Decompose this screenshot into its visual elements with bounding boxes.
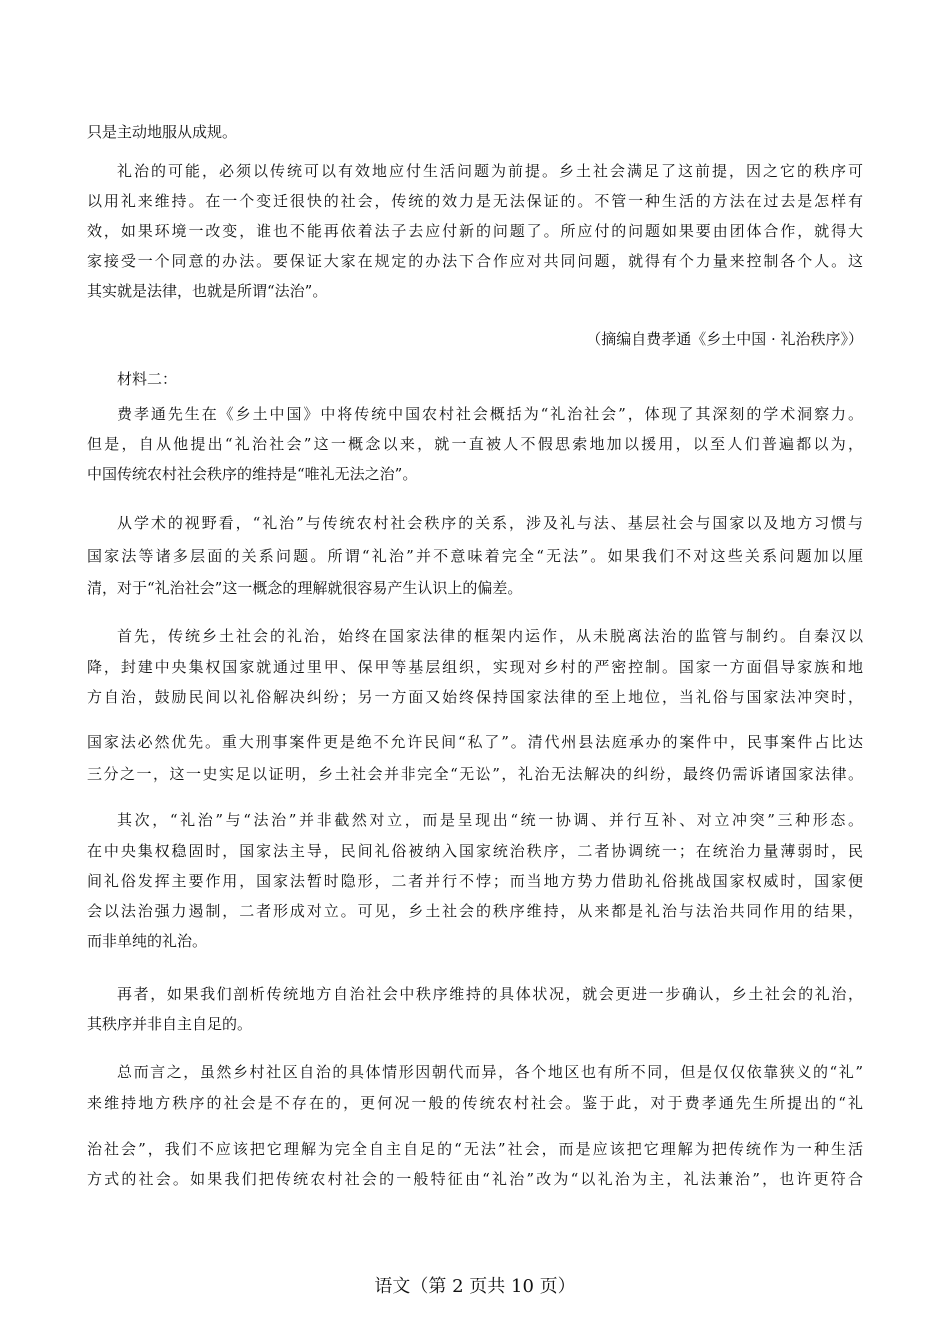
paragraph-line: 会以法治强力遏制，二者形成对立。可见，乡土社会的秩序维持，从来都是礼治与法治共同作用的结果， — [87, 902, 863, 920]
paragraph-line: 三分之一，这一史实足以证明，乡土社会并非完全“无讼”，礼治无法解决的纠纷，最终仍需诉诸国家法律。 — [87, 765, 863, 783]
paragraph-line: 再者，如果我们剖析传统地方自治社会中秩序维持的具体状况，就会更进一步确认，乡土社会的礼治， — [117, 985, 863, 1003]
paragraph-line: 费孝通先生在《乡土中国》中将传统中国农村社会概括为“礼治社会”，体现了其深刻的学术洞察力。 — [117, 405, 863, 423]
paragraph-line: 清，对于“礼治社会”这一概念的理解就很容易产生认识上的偏差。 — [87, 579, 523, 597]
paragraph-line: 国家法等诸多层面的关系问题。所谓“礼治”并不意味着完全“无法”。如果我们不对这些关系问题加以厘 — [87, 547, 863, 565]
paragraph-line: 以用礼来维持。在一个变迁很快的社会，传统的效力是无法保证的。不管一种生活的方法在过去是怎样有 — [87, 192, 863, 210]
paragraph-line: 降，封建中央集权国家就通过里甲、保甲等基层组织，实现对乡村的严密控制。国家一方面倡导家族和地 — [87, 658, 863, 676]
page-footer: 语文（第 2 页共 10 页） — [374, 1276, 576, 1297]
paragraph-line: 治社会”，我们不应该把它理解为完全自主自足的“无法”社会，而是应该把它理解为把传统作为一种生活 — [87, 1140, 863, 1158]
paragraph-line: 在中央集权稳固时，国家法主导，民间礼俗被纳入国家统治秩序，二者协调统一；在统治力量薄弱时，民 — [87, 842, 863, 860]
paragraph-line: 总而言之，虽然乡村社区自治的具体情形因朝代而异，各个地区也有所不同，但是仅仅依靠狭义的“礼” — [117, 1063, 863, 1081]
paragraph-line: 其次，“礼治”与“法治”并非截然对立，而是呈现出“统一协调、并行互补、对立冲突”三种形态。 — [117, 811, 863, 829]
paragraph-line: 但是，自从他提出“礼治社会”这一概念以来，就一直被人不假思索地加以援用，以至人们普遍都以为， — [87, 435, 863, 453]
paragraph-line: 从学术的视野看，“礼治”与传统农村社会秩序的关系，涉及礼与法、基层社会与国家以及地方习惯与 — [117, 514, 863, 532]
paragraph-line: 礼治的可能，必须以传统可以有效地应付生活问题为前提。乡土社会满足了这前提，因之它的秩序可 — [117, 162, 863, 180]
source-citation: （摘编自费孝通《乡土中国 · 礼治秩序》） — [586, 330, 863, 348]
paragraph-line: 方式的社会。如果我们把传统农村社会的一般特征由“礼治”改为“以礼治为主，礼法兼治”，也许更符合 — [87, 1170, 863, 1188]
paragraph-line: 中国传统农村社会秩序的维持是“唯礼无法之治”。 — [87, 465, 418, 483]
paragraph-line: 来维持地方秩序的社会是不存在的，更何况一般的传统农村社会。鉴于此，对于费孝通先生所提出的“礼 — [87, 1094, 863, 1112]
paragraph-line: 其实就是法律，也就是所谓“法治”。 — [87, 282, 328, 300]
paragraph-line: 而非单纯的礼治。 — [87, 932, 208, 950]
paragraph-line: 只是主动地服从成规。 — [87, 123, 238, 141]
paragraph-line: 首先，传统乡土社会的礼治，始终在国家法律的框架内运作，从未脱离法治的监管与制约。自秦汉以 — [117, 627, 863, 645]
paragraph-line: 家接受一个同意的办法。要保证大家在规定的办法下合作应对共同问题，就得有个力量来控制各个人。这 — [87, 252, 863, 270]
paragraph-line: 间礼俗发挥主要作用，国家法暂时隐形，二者并行不悖；而当地方势力借助礼俗挑战国家权威时，国家便 — [87, 872, 863, 890]
paragraph-line: 方自治，鼓励民间以礼俗解决纠纷；另一方面又始终保持国家法律的至上地位，当礼俗与国家法冲突时， — [87, 688, 863, 706]
section-heading: 材料二： — [117, 370, 178, 388]
paragraph-line: 国家法必然优先。重大刑事案件更是绝不允许民间“私了”。清代州县法庭承办的案件中，民事案件占比达 — [87, 733, 863, 751]
paragraph-line: 其秩序并非自主自足的。 — [87, 1015, 253, 1033]
paragraph-line: 效，如果环境一改变，谁也不能再依着法子去应付新的问题了。所应付的问题如果要由团体合作，就得大 — [87, 222, 863, 240]
